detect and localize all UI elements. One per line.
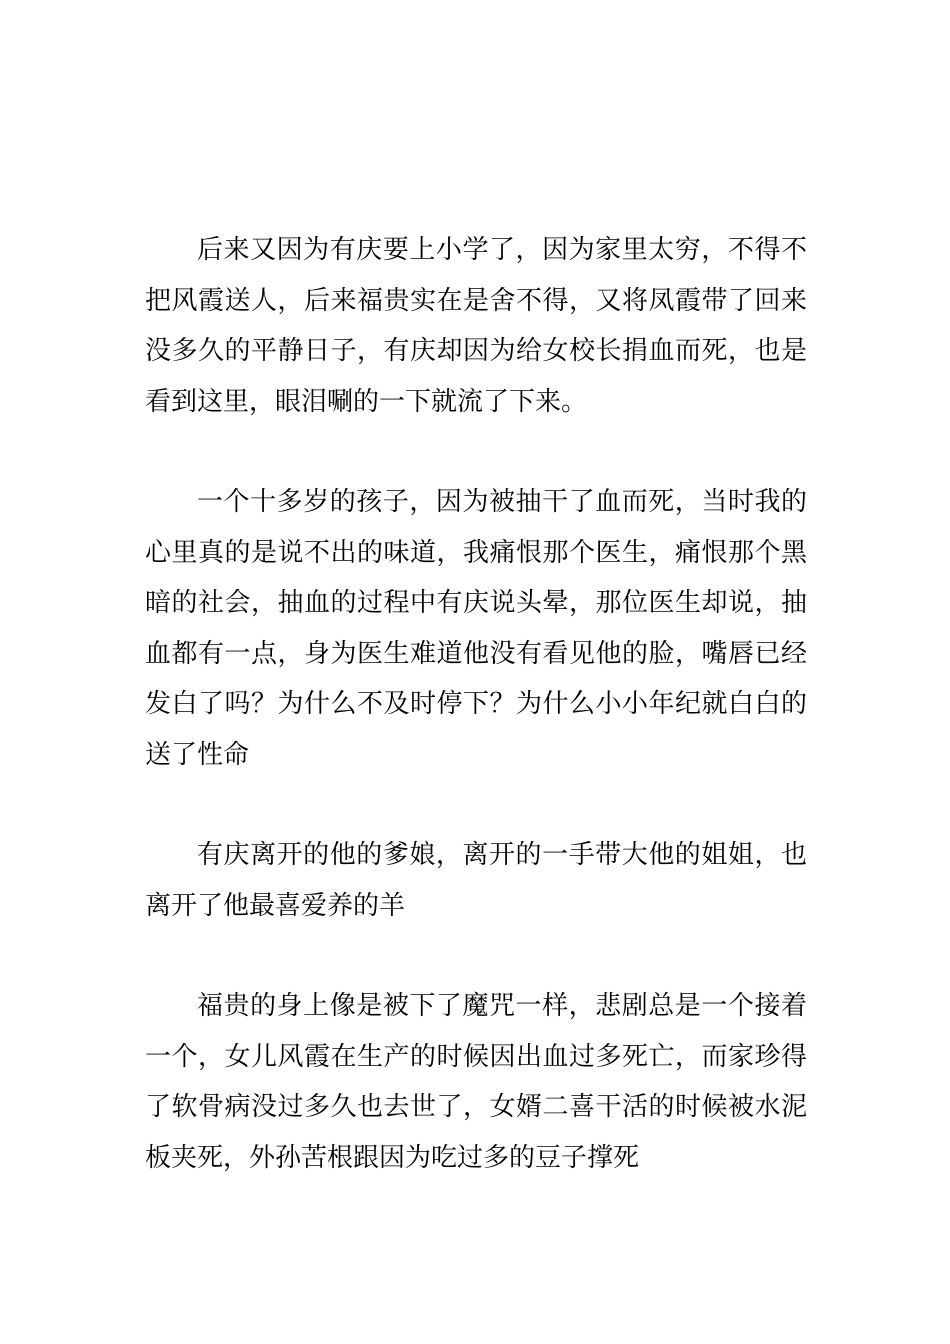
paragraph-2: 一个十多岁的孩子，因为被抽干了血而死，当时我的心里真的是说不出的味道，我痛恨那个医生，痛恨那个黑暗的社会，抽血的过程中有庆说头晕，那位医生却说，抽血都有一点，身为医生难道他没有看见他的脸，嘴唇已经发白了吗？为什么不及时停下？为什么小小年纪就白白的送了性命 <box>145 487 807 770</box>
paragraph-1: 后来又因为有庆要上小学了，因为家里太穷，不得不把风霞送人，后来福贵实在是舍不得，又将凤霞带了回来没多久的平静日子，有庆却因为给女校长捐血而死，也是看到这里，眼泪唰的一下就流了下来。 <box>145 235 807 417</box>
paragraph-3: 有庆离开的他的爹娘，离开的一手带大他的姐姐，也离开了他最喜爱养的羊 <box>145 840 807 921</box>
document-body <box>145 225 807 1183</box>
paragraph-4: 福贵的身上像是被下了魔咒一样，悲剧总是一个接着一个，女儿风霞在生产的时候因出血过多死亡，而家珍得了软骨病没过多久也去世了，女婿二喜干活的时候被水泥板夹死，外孙苦根跟因为吃过多的豆子撑死 <box>145 991 807 1173</box>
